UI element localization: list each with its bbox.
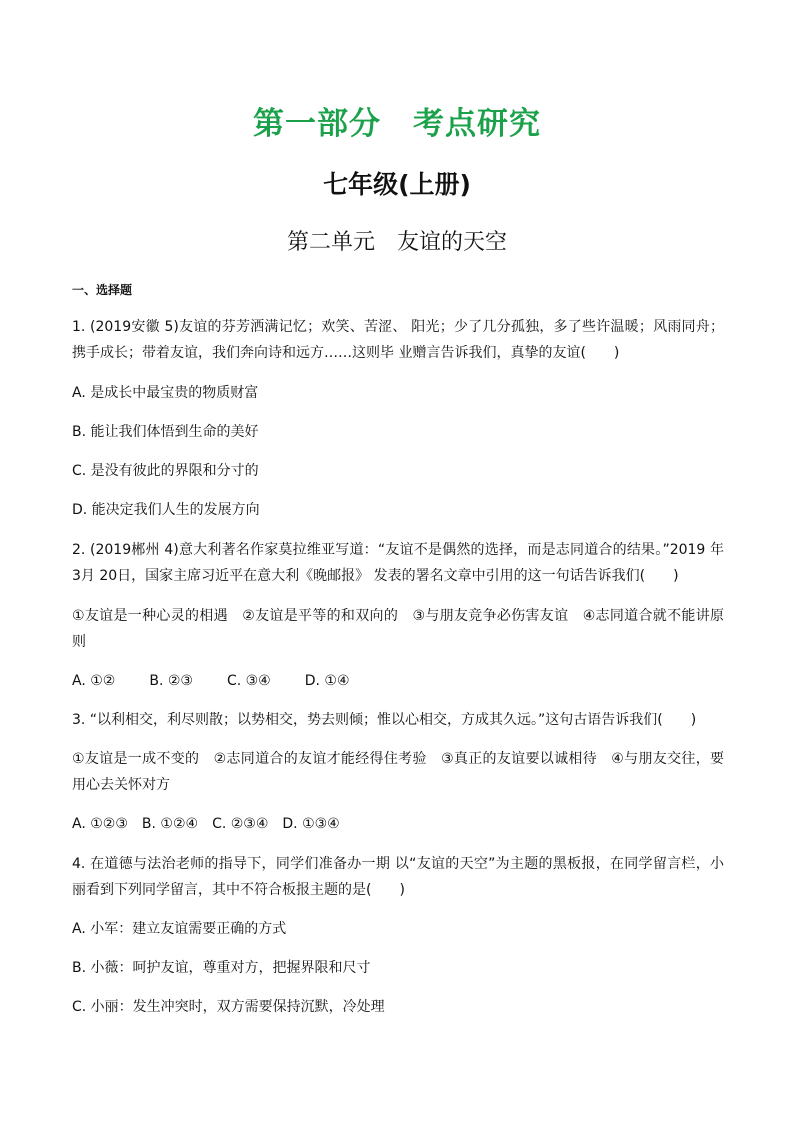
option-a: A. ①② (72, 673, 116, 689)
option-b: B. ②③ (149, 673, 193, 689)
option-b: B. ①②④ (141, 816, 199, 832)
question-1-option-b: B. 能让我们体悟到生命的美好 (72, 424, 259, 440)
grade-title: 七年级(上册) (323, 170, 471, 199)
question-3-statements: ①友谊是一成不变的 ②志同道合的友谊才能经得住考验 ③真正的友谊要以诚相待 ④与朋友交往，要用心去关怀对方 (72, 751, 724, 793)
question-1-option-a: A. 是成长中最宝贵的物质财富 (72, 385, 259, 401)
option-c: C. ③④ (226, 673, 271, 689)
option-a: A. ①②③ (72, 816, 128, 832)
option-c: C. ②③④ (212, 816, 269, 832)
part-title: 第一部分 考点研究 (253, 106, 541, 142)
unit-title: 第二单元 友谊的天空 (286, 230, 507, 255)
question-1-stem: 1. (2019安徽 5)友谊的芬芳洒满记忆；欢笑、苦涩、 阳光；少了几分孤独，多了些许温暖；风雨同舟；携手成长；带着友谊，我们奔向诗和远方……这则毕 业赠言告诉我们，真挚的友谊( ) (72, 319, 724, 361)
question-4-option-a: A. 小军：建立友谊需要正确的方式 (72, 921, 287, 937)
question-3-options (72, 811, 724, 837)
question-2-stem: 2. (2019郴州 4)意大利著名作家莫拉维亚写道：“友谊不是偶然的选择，而是志同道合的结果。”2019 年3月 20日，国家主席习近平在意大利《晚邮报》 发表的署名文章中引用的这一句话告诉我们( ) (72, 542, 724, 584)
question-4-option-c: C. 小丽：发生冲突时，双方需要保持沉默，冷处理 (72, 999, 385, 1015)
question-2-options (72, 668, 724, 694)
question-4-stem: 4. 在道德与法治老师的指导下，同学们准备办一期 以“友谊的天空”为主题的黑板报，在同学留言栏，小丽看到下列同学留言，其中不符合板报主题的是( ) (72, 856, 724, 898)
option-d: D. ①④ (304, 673, 350, 689)
question-2-statements: ①友谊是一种心灵的相遇 ②友谊是平等的和双向的 ③与朋友竞争必伤害友谊 ④志同道合就不能讲原则 (72, 608, 724, 650)
question-3-stem: 3. “以利相交，利尽则散；以势相交，势去则倾；惟以心相交，方成其久远。”这句古语告诉我们( ) (72, 712, 697, 728)
question-1-option-c: C. 是没有彼此的界限和分寸的 (72, 463, 259, 479)
section-heading: 一、选择题 (72, 283, 133, 297)
question-1-option-d: D. 能决定我们人生的发展方向 (72, 502, 260, 518)
option-d: D. ①③④ (282, 816, 340, 832)
question-4-option-b: B. 小薇：呵护友谊，尊重对方，把握界限和尺寸 (72, 960, 371, 976)
